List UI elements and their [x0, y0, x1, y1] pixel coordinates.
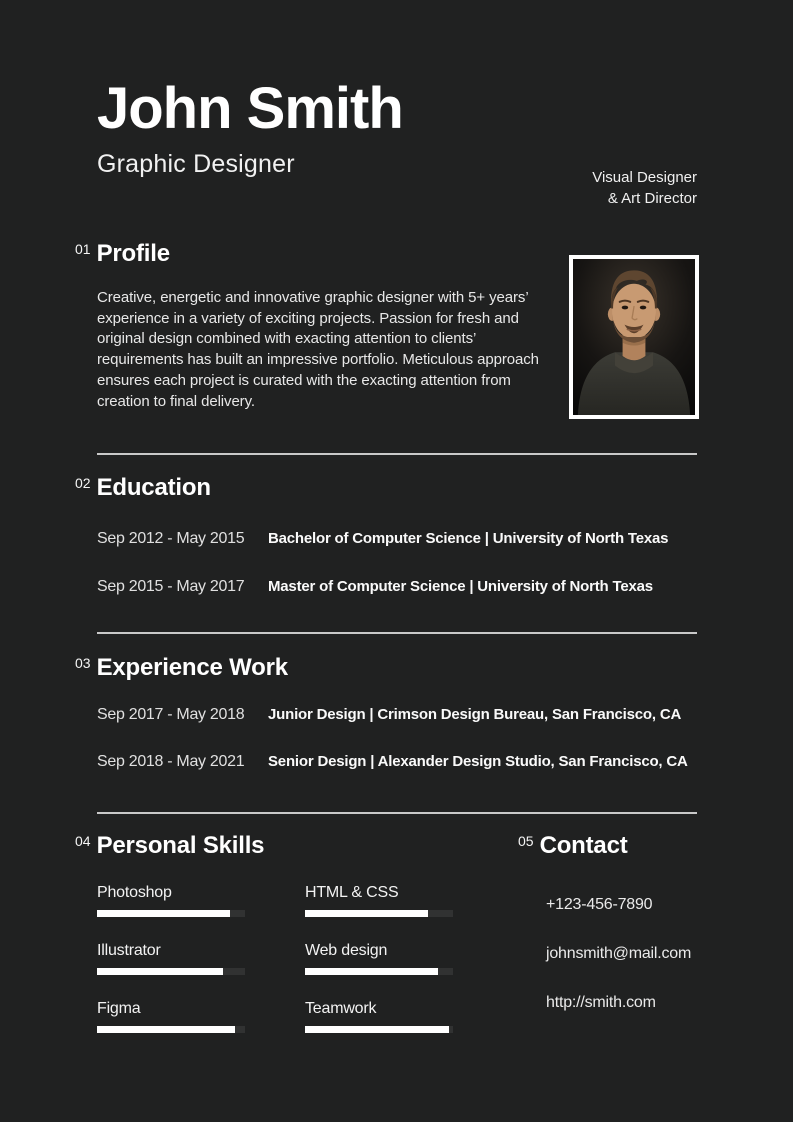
- skill-bar: [305, 910, 453, 917]
- subtitle-line-2: & Art Director: [607, 190, 697, 207]
- experience-dates: Sep 2017 - May 2018: [97, 706, 245, 723]
- skill-label: Figma: [97, 1000, 141, 1017]
- profile-photo: [569, 255, 699, 419]
- person-name: John Smith: [97, 76, 403, 141]
- experience-row: [97, 706, 757, 724]
- profile-section-heading: [75, 240, 170, 268]
- skill-item: [97, 1000, 245, 1033]
- contact-section-number: 05: [518, 833, 534, 849]
- skill-label: HTML & CSS: [305, 884, 399, 901]
- skills-column-left: [97, 884, 245, 1058]
- skill-item: [305, 942, 453, 975]
- skill-item: [97, 884, 245, 917]
- education-degree: Master of Computer Science | University of North Texas: [268, 578, 653, 595]
- skills-section-number: 04: [75, 833, 91, 849]
- skill-item: [305, 1000, 453, 1033]
- subtitle: [592, 167, 697, 209]
- experience-role: Senior Design | Alexander Design Studio, San Francisco, CA: [268, 753, 688, 770]
- skill-bar-fill: [97, 910, 230, 917]
- education-section-number: 02: [75, 475, 91, 491]
- portrait-illustration: [573, 259, 695, 415]
- experience-heading: Experience Work: [96, 654, 288, 681]
- contact-website: http://smith.com: [546, 994, 656, 1011]
- skill-label: Teamwork: [305, 1000, 377, 1017]
- skill-item: [305, 884, 453, 917]
- skills-column-right: [305, 884, 453, 1058]
- skill-bar: [97, 1026, 245, 1033]
- divider-experience: [97, 632, 697, 634]
- experience-role: Junior Design | Crimson Design Bureau, San Francisco, CA: [268, 706, 682, 723]
- skill-bar-fill: [97, 1026, 235, 1033]
- contact-email: johnsmith@mail.com: [546, 945, 692, 962]
- skill-bar-fill: [97, 968, 223, 975]
- education-section-heading: [75, 474, 211, 502]
- profile-summary: Creative, energetic and innovative graphic designer with 5+ years’ experience in a variety of exciting projects. Passion for fresh and original design combined with exacting attention to clients’ requirements has built an impressive portfolio. Meticulous approach ensures each project is curated with the exacting attention from creation to final delivery.: [97, 289, 539, 410]
- education-row: [97, 530, 757, 548]
- experience-dates: Sep 2018 - May 2021: [97, 753, 245, 770]
- profile-heading: Profile: [96, 240, 170, 267]
- experience-section-heading: [75, 654, 288, 682]
- skill-bar: [305, 1026, 453, 1033]
- skill-label: Web design: [305, 942, 388, 959]
- education-degree: Bachelor of Computer Science | University of North Texas: [268, 530, 669, 547]
- skill-bar: [305, 968, 453, 975]
- education-dates: Sep 2015 - May 2017: [97, 578, 245, 595]
- profile-section-number: 01: [75, 241, 91, 257]
- experience-row: [97, 753, 757, 771]
- contact-phone: +123-456-7890: [546, 896, 653, 913]
- skill-bar-fill: [305, 968, 438, 975]
- education-heading: Education: [96, 474, 211, 501]
- skill-bar-fill: [305, 910, 428, 917]
- skill-bar: [97, 910, 245, 917]
- experience-section-number: 03: [75, 655, 91, 671]
- contact-list: [546, 896, 691, 1043]
- skill-item: [97, 942, 245, 975]
- subtitle-line-1: Visual Designer: [592, 169, 697, 186]
- skill-label: Illustrator: [97, 942, 161, 959]
- skill-label: Photoshop: [97, 884, 172, 901]
- skill-bar: [97, 968, 245, 975]
- divider-skills-contact: [97, 812, 697, 814]
- contact-section-heading: [518, 832, 628, 860]
- skill-bar-fill: [305, 1026, 449, 1033]
- divider-education: [97, 453, 697, 455]
- education-dates: Sep 2012 - May 2015: [97, 530, 245, 547]
- job-title: Graphic Designer: [97, 150, 295, 178]
- skills-heading: Personal Skills: [96, 832, 265, 859]
- education-row: [97, 578, 757, 596]
- contact-heading: Contact: [539, 832, 628, 859]
- skills-section-heading: [75, 832, 264, 860]
